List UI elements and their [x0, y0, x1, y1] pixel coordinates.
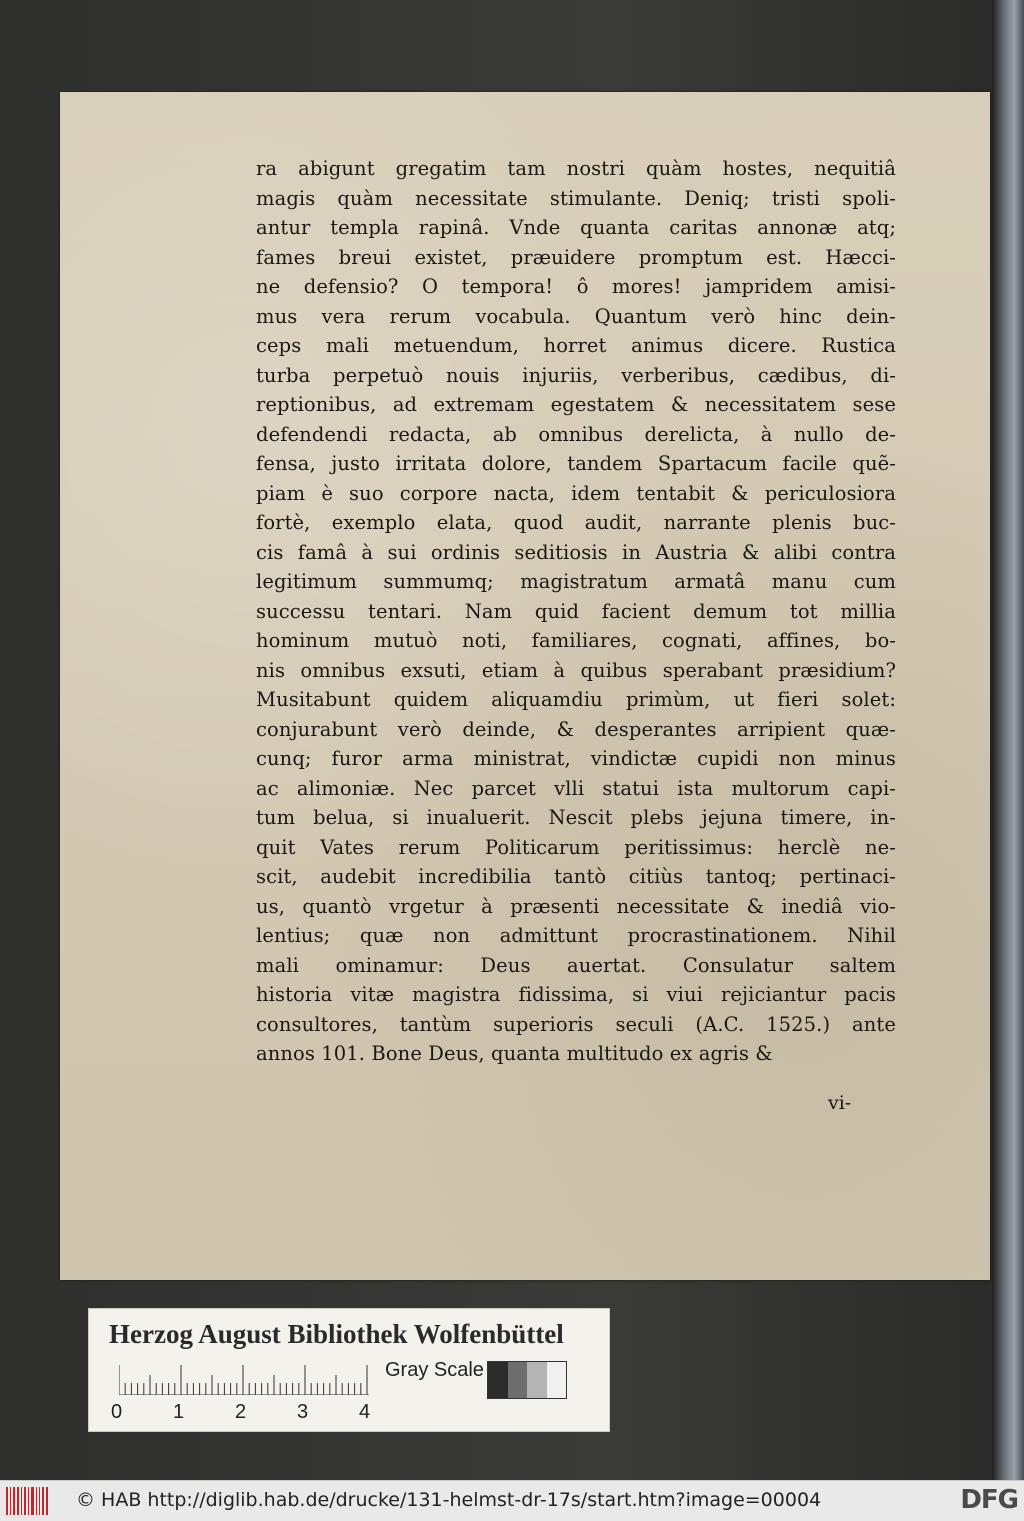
- text-line: fames breui existet, præuidere promptum est. Hæcci-: [256, 245, 896, 269]
- text-line: piam è suo corpore nacta, idem tentabit & periculosiora: [256, 481, 896, 505]
- dfg-logo: DFG: [960, 1485, 1018, 1515]
- text-line: historia vitæ magistra fidissima, si viui rejiciantur pacis: [256, 983, 896, 1006]
- text-line: legitimum summumq; magistratum armatâ manu cum: [256, 570, 896, 593]
- catchword: vi-: [828, 1092, 852, 1114]
- library-color-card: [88, 1308, 610, 1432]
- permalink-link[interactable]: © HAB http://diglib.hab.de/drucke/131-helmst-dr-17s/start.htm?image=00004: [76, 1489, 822, 1511]
- text-line: magis quàm necessitate stimulante. Deniq; tristi spoli-: [256, 186, 896, 210]
- text-line: lentius; quæ non admittunt procrastinationem. Nihil: [256, 924, 896, 947]
- viewer-footer: [0, 1480, 1024, 1521]
- library-title: Herzog August Bibliothek Wolfenbüttel: [109, 1319, 564, 1349]
- book-spine-edge: [992, 0, 1024, 1480]
- ruler-number: 1: [173, 1401, 185, 1423]
- ruler-number: 2: [235, 1401, 247, 1423]
- text-line: scit, audebit incredibilia tantò citiùs tantoq; pertinaci-: [256, 865, 896, 888]
- text-line: hominum mutuò noti, familiares, cognati, affines, bo-: [256, 629, 896, 652]
- text-line: cis famâ à sui ordinis seditiosis in Austria & alibi contra: [256, 540, 896, 564]
- text-line: antur templa rapinâ. Vnde quanta caritas annonæ atq;: [256, 216, 896, 239]
- text-line: turba perpetuò nouis injuriis, verberibus, cædibus, di-: [256, 363, 896, 387]
- text-line: mus vera rerum vocabula. Quantum verò hinc dein-: [256, 304, 896, 328]
- text-line: successu tentari. Nam quid facient demum tot millia: [256, 599, 896, 623]
- page-text: [256, 154, 896, 1069]
- text-line: conjurabunt verò deinde, & desperantes arripient quæ-: [256, 717, 896, 741]
- text-line: us, quantò vrgetur à præsenti necessitate & inediâ vio-: [256, 894, 896, 918]
- barcode-icon: [6, 1487, 48, 1515]
- text-line: ceps mali metuendum, horret animus dicere. Rustica: [256, 334, 896, 357]
- ruler-numbers: [111, 1401, 391, 1427]
- document-page: [60, 92, 990, 1280]
- gray-scale-label: Gray Scale: [385, 1359, 484, 1381]
- text-line: defendendi redacta, ab omnibus derelicta, à nullo de-: [256, 422, 896, 446]
- ruler-number: 3: [297, 1401, 309, 1423]
- text-line: annos 101. Bone Deus, quanta multitudo ex agris &: [256, 1042, 773, 1065]
- text-line: quit Vates rerum Politicarum peritissimus: herclè ne-: [256, 835, 896, 859]
- text-line: nis omnibus exsuti, etiam à quibus sperabant præsidium?: [256, 658, 896, 682]
- text-line: consultores, tantùm superioris seculi (A.C. 1525.) ante: [256, 1012, 896, 1036]
- text-line: tum belua, si inualuerit. Nescit plebs jejuna timere, in-: [256, 806, 896, 829]
- text-line: reptionibus, ad extremam egestatem & necessitatem sese: [256, 393, 896, 416]
- text-line: ra abigunt gregatim tam nostri quàm hostes, nequitiâ: [256, 157, 896, 180]
- gray-scale-swatch: [487, 1361, 567, 1399]
- text-line: mali ominamur: Deus auertat. Consulatur saltem: [256, 953, 896, 977]
- ruler-number: 4: [359, 1401, 371, 1423]
- text-line: ac alimoniæ. Nec parcet vlli statui ista multorum capi-: [256, 776, 896, 800]
- text-line: fortè, exemplo elata, quod audit, narrante plenis buc-: [256, 511, 896, 534]
- ruler-scale: [119, 1365, 369, 1395]
- text-line: Musitabunt quidem aliquamdiu primùm, ut fieri solet:: [256, 688, 896, 711]
- text-line: cunq; furor arma ministrat, vindictæ cupidi non minus: [256, 747, 896, 770]
- text-line: fensa, justo irritata dolore, tandem Spartacum facile quẽ-: [256, 452, 896, 475]
- text-line: ne defensio? O tempora! ô mores! jampridem amisi-: [256, 275, 896, 298]
- ruler-number: 0: [111, 1401, 123, 1423]
